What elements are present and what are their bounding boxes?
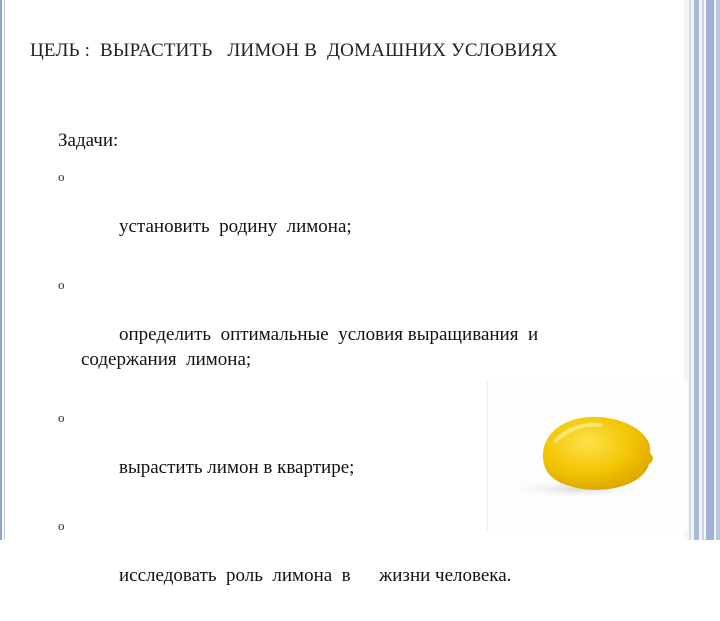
task-item [58,272,638,397]
task-item [58,164,638,264]
task-text: определить оптимальные условия выращивания и содержания лимона; [81,324,543,370]
lemon-icon [488,381,688,531]
bullet-circle-icon: o [58,410,65,425]
tasks-section [58,130,638,621]
bullet-circle-icon: o [58,518,65,533]
bullet-circle-icon: o [58,277,65,292]
task-text: исследовать роль лимона в жизни человека. [119,565,512,586]
lemon-photo [487,381,688,531]
task-text: установить родину лимона; [119,216,352,237]
task-text: вырастить лимон в квартире; [119,457,355,478]
slide-title: ЦЕЛЬ : ВЫРАСТИТЬ ЛИМОН В ДОМАШНИХ УСЛОВИЯХ [30,40,558,61]
bullet-circle-icon: o [58,169,65,184]
left-frame-border [0,0,7,540]
right-frame-border [684,0,720,540]
tasks-heading: Задачи: [58,130,119,151]
